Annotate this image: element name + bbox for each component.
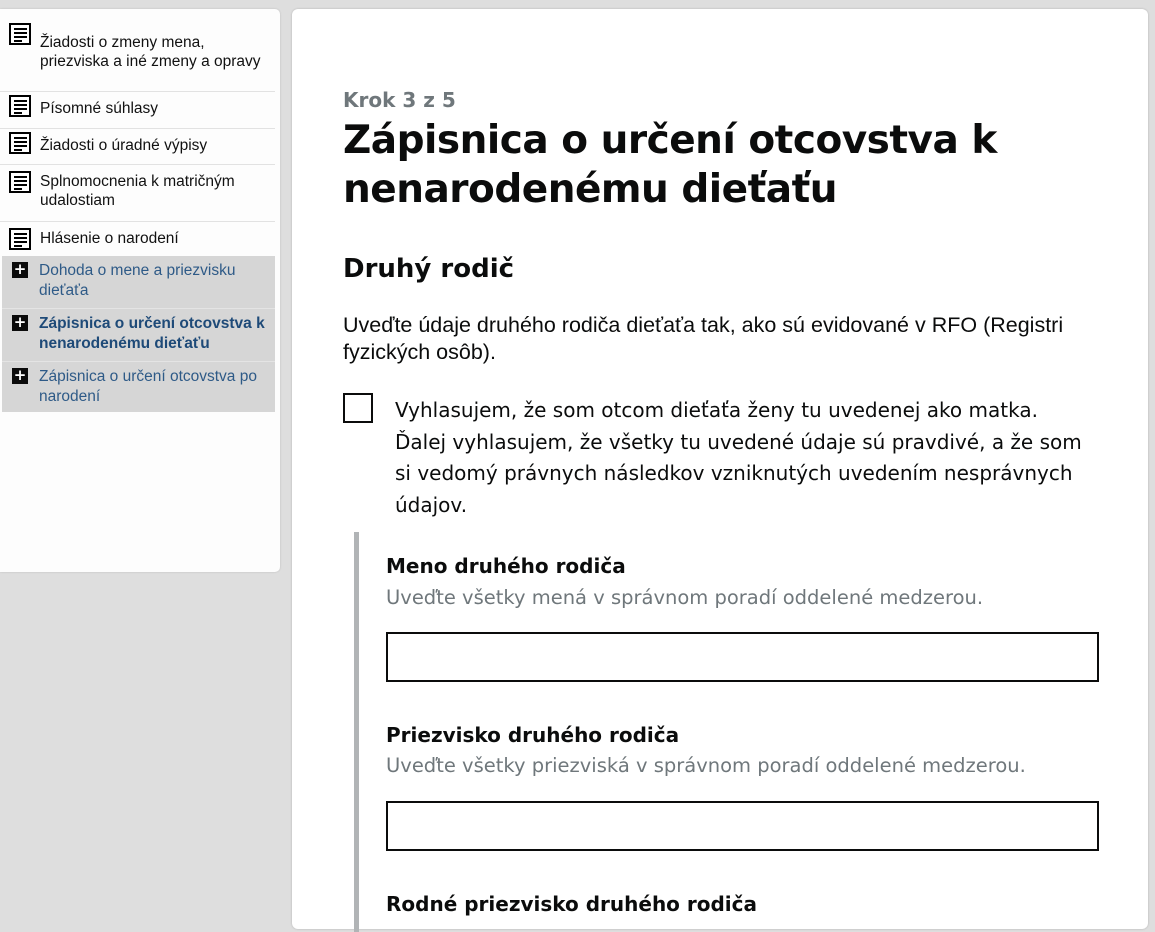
sidebar-nav [0,9,280,572]
declaration-checkbox[interactable] [343,393,373,423]
first-name-input[interactable] [386,632,1099,682]
document-list-icon [9,228,31,250]
first-name-label: Meno druhého rodiča [386,554,626,578]
sidebar-subitem-label: Zápisnica o určení otcovstva po narodení [39,368,257,405]
first-name-hint: Uveďte všetky mená v správnom poradí oddelené medzerou. [386,586,984,609]
form-panel [292,9,1148,929]
birth-surname-label: Rodné priezvisko druhého rodiča [386,892,758,916]
section-title: Druhý rodič [343,254,515,284]
surname-hint: Uveďte všetky priezviská v správnom poradí oddelené medzerou. [386,754,1026,777]
document-list-icon [9,95,31,117]
step-indicator: Krok 3 z 5 [343,88,456,112]
sidebar-item-label: Hlásenie o narodení [40,230,179,247]
sidebar-subgroup [2,256,275,412]
sidebar-item-written-consents[interactable] [0,91,275,129]
declaration-label[interactable]: Vyhlasujem, že som otcom dieťaťa ženy tu uvedenej ako matka. Ďalej vyhlasujem, že všetky tu uvedené údaje sú pravdivé, a že som si vedomý právnych následkov vzniknutých uvedením nesprávnych údajov. [395,398,1082,517]
sidebar-item-birth-report[interactable] [0,221,275,256]
sidebar-subitem-label: Dohoda o mene a priezvisku dieťaťa [39,262,236,299]
document-list-icon [9,132,31,154]
plus-icon: + [13,313,27,331]
page-title: Zápisnica o určení otcovstva k nenarodenému dieťaťu [343,118,997,212]
sidebar-subitem-label: Zápisnica o určení otcovstva k nenarodenému dieťaťu [39,315,265,352]
sidebar-subitem-name-agreement[interactable] [2,256,275,308]
sidebar-item-label: Žiadosti o úradné výpisy [40,137,208,154]
sidebar-item-label: Splnomocnenia k matričným udalostiam [40,173,235,209]
sidebar-item-label: Žiadosti o zmeny mena, priezviska a iné zmeny a opravy [40,34,261,70]
plus-icon: + [13,260,27,278]
section-description: Uveďte údaje druhého rodiča dieťaťa tak, ako sú evidované v RFO (Registri fyzických osôb). [343,313,1064,364]
sidebar-item-official-extracts[interactable] [0,128,275,165]
plus-icon: + [13,366,27,384]
conditional-inset-border [354,532,359,932]
sidebar-item-powers-of-attorney[interactable] [0,164,275,222]
document-list-icon [9,171,31,193]
sidebar-item-name-changes[interactable] [0,19,275,92]
sidebar-subitem-paternity-after-birth[interactable] [2,361,275,413]
surname-input[interactable] [386,801,1099,851]
surname-label: Priezvisko druhého rodiča [386,723,680,747]
sidebar-item-label: Písomné súhlasy [40,100,159,117]
sidebar-subitem-paternity-unborn[interactable] [2,308,275,361]
document-list-icon [9,23,31,45]
